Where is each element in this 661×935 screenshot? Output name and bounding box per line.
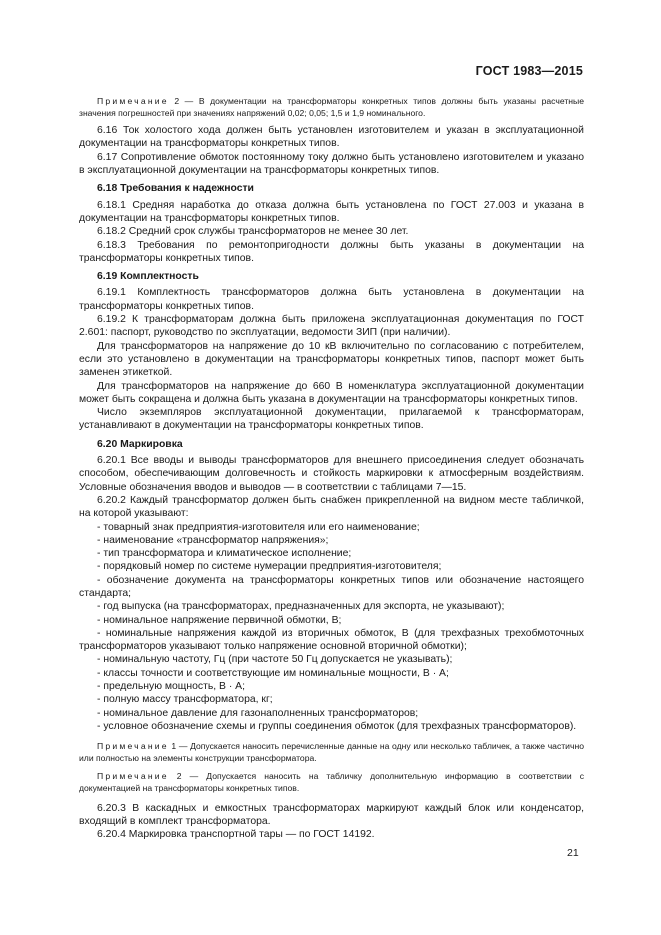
note-1-text: 1 — Допускается наносить перечисленные данные на одну или несколько табличек, а также частично или полностью на элементы конструкции трансформатора. bbox=[79, 741, 584, 763]
paragraph-6-18-3: 6.18.3 Требования по ремонтопригодности должны быть указаны в документации на трансформаторы конкретных типов. bbox=[79, 239, 584, 264]
heading-6-18: 6.18 Требования к надежности bbox=[97, 183, 254, 195]
list-item: - номинальное давление для газонаполненных трансформаторов; bbox=[97, 707, 419, 719]
list-item: - порядковый номер по системе нумерации предприятия-изготовителя; bbox=[97, 561, 442, 573]
marking-list bbox=[79, 521, 584, 734]
paragraph-6-19-2-c: Для трансформаторов на напряжение до 660 В номенклатура эксплуатационной документации может быть сокращена и должна быть указана в документации на трансформаторы конкретных типов. bbox=[79, 380, 584, 405]
note-top-label: Примечание bbox=[97, 96, 169, 106]
list-item: - классы точности и соответствующие им номинальные мощности, В · А; bbox=[97, 667, 449, 679]
page-number: 21 bbox=[567, 847, 579, 859]
paragraph-6-19-2-b: Для трансформаторов на напряжение до 10 кВ включительно по согласованию с потребителем, если это установлено в документации на трансформаторы конкретных типов, паспорт может быть заменен этикеткой. bbox=[79, 340, 584, 379]
note-top bbox=[79, 96, 584, 119]
list-item: - номинальную частоту, Гц (при частоте 50 Гц допускается не указывать); bbox=[97, 654, 453, 666]
paragraph-6-20-2: 6.20.2 Каждый трансформатор должен быть снабжен прикрепленной на видном месте табличкой, на которой указывают: bbox=[79, 494, 584, 520]
heading-6-19: 6.19 Комплектность bbox=[97, 271, 199, 283]
document-header-title: ГОСТ 1983—2015 bbox=[475, 64, 583, 78]
paragraph-6-20-1: 6.20.1 Все вводы и выводы трансформаторов для внешнего присоединения следует обозначать способом, обеспечивающим долговечность и стойкость маркировки к атмосферным воздействиям. Условные обозначения вводов и выводов — в соответствии с таблицами 7—15. bbox=[79, 455, 584, 493]
list-item: - год выпуска (на трансформаторах, предназначенных для экспорта, не указывают); bbox=[97, 601, 505, 613]
paragraph-6-18-2: 6.18.2 Средний срок службы трансформаторов не менее 30 лет. bbox=[97, 226, 409, 238]
list-item: - условное обозначение схемы и группы соединения обмоток (для трехфазных трансформаторов). bbox=[97, 720, 577, 732]
note-2 bbox=[79, 771, 584, 794]
paragraph-6-16: 6.16 Ток холостого хода должен быть установлен изготовителем и указан в эксплуатационной документации на трансформаторы конкретных типов. bbox=[79, 125, 584, 150]
list-item: - товарный знак предприятия-изготовителя или его наименование; bbox=[97, 521, 420, 533]
paragraph-6-17: 6.17 Сопротивление обмоток постоянному току должно быть установлено изготовителем и указано в эксплуатационной документации на трансформаторы конкретных типов. bbox=[79, 151, 584, 177]
heading-6-20: 6.20 Маркировка bbox=[97, 438, 183, 450]
note-1 bbox=[79, 741, 584, 764]
paragraph-6-20-3: 6.20.3 В каскадных и емкостных трансформаторах маркируют каждый блок или конденсатор, входящий в комплект трансформатора. bbox=[79, 802, 584, 827]
note-top-text: 2 — В документации на трансформаторы конкретных типов должны быть указаны расчетные значения погрешностей при значениях напряжений 0,02; 0,05; 1,5 и 1,9 номинального. bbox=[79, 96, 584, 118]
list-item: - предельную мощность, В · А; bbox=[97, 681, 246, 693]
note-1-label: Примечание bbox=[97, 741, 169, 752]
paragraph-6-19-2-d: Число экземпляров эксплуатационной документации, прилагаемой к трансформаторам, устанавливают в документации на трансформаторы конкретных типов. bbox=[79, 407, 584, 432]
list-item: - тип трансформатора и климатическое исполнение; bbox=[97, 548, 352, 560]
page-content bbox=[79, 96, 584, 842]
list-item: - наименование «трансформатор напряжения»; bbox=[97, 534, 329, 546]
list-item: - полную массу трансформатора, кг; bbox=[97, 694, 273, 706]
list-item: - номинальные напряжения каждой из вторичных обмоток, В (для трехфазных трехобмоточных трансформаторов указывают только напряжение основной вторичной обмотки); bbox=[79, 627, 584, 653]
paragraph-6-19-1: 6.19.1 Комплектность трансформаторов должна быть установлена в документации на трансформаторы конкретных типов. bbox=[79, 287, 584, 312]
note-2-text: 2 — Допускается наносить на табличку дополнительную информацию в соответствии с документацией на трансформаторы конкретных типов. bbox=[79, 771, 584, 794]
note-2-label: Примечание bbox=[97, 771, 169, 782]
list-item: - номинальное напряжение первичной обмотки, В; bbox=[97, 614, 342, 626]
paragraph-6-20-4: 6.20.4 Маркировка транспортной тары — по ГОСТ 14192. bbox=[97, 829, 375, 841]
paragraph-6-19-2: 6.19.2 К трансформаторам должна быть приложена эксплуатационная документация по ГОСТ 2.601: паспорт, руководство по эксплуатации, ведомости ЗИП (при наличии). bbox=[79, 314, 584, 339]
paragraph-6-18-1: 6.18.1 Средняя наработка до отказа должна быть установлена по ГОСТ 27.003 и указана в документации на трансформаторы конкретных типов. bbox=[79, 199, 584, 224]
list-item: - обозначение документа на трансформаторы конкретных типов или обозначение настоящего стандарта; bbox=[79, 574, 584, 599]
